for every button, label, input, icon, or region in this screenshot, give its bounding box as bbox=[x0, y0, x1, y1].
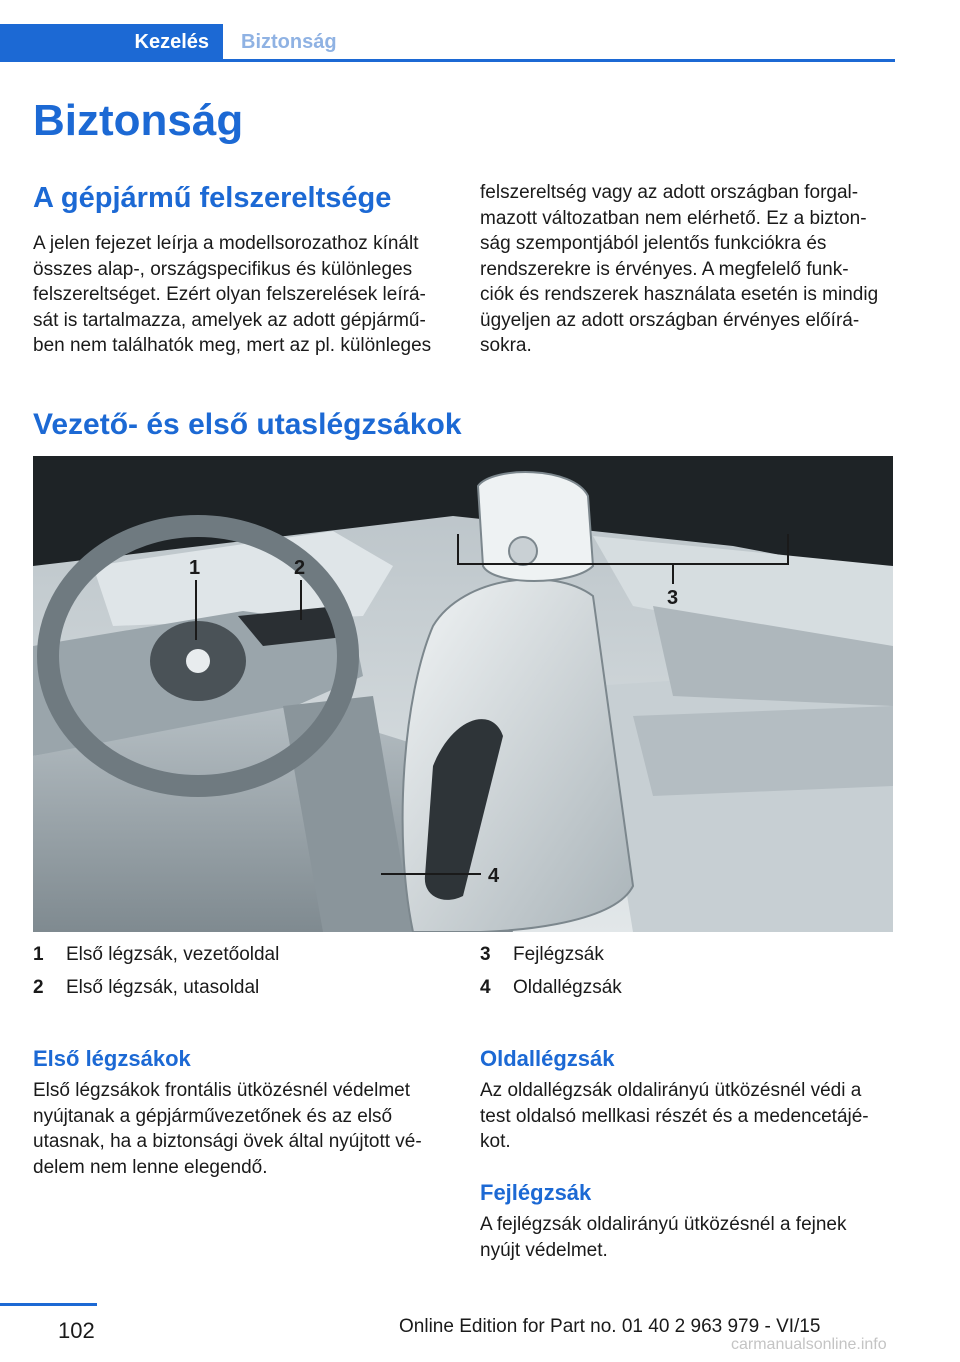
text-line: mazott változatban nem elérhető. Ez a bizton- bbox=[480, 207, 867, 229]
edition-info: Online Edition for Part no. 01 40 2 963 979 - VI/15 bbox=[399, 1316, 821, 1337]
text-line: rendszerekre is érvényes. A megfelelő funk- bbox=[480, 258, 849, 280]
text-line: felszereltség vagy az adott országban forgal- bbox=[480, 182, 859, 203]
text-line: sokra. bbox=[480, 335, 532, 356]
text-line: test oldalsó mellkasi részét és a medencetájé- bbox=[480, 1105, 869, 1127]
callout-number: 4 bbox=[488, 865, 500, 887]
side-airbag-text bbox=[480, 1078, 900, 1155]
airbag-illustration bbox=[33, 456, 893, 932]
legend-number: 2 bbox=[33, 977, 44, 998]
front-airbags-text bbox=[33, 1078, 463, 1180]
callout-number: 1 bbox=[189, 557, 201, 579]
car-interior-drawing bbox=[33, 456, 893, 932]
equipment-heading: A gépjármű felszereltsége bbox=[33, 182, 392, 214]
text-line: A fejlégzsák oldalirányú ütközésnél a fejnek bbox=[480, 1214, 847, 1235]
legend-text: Első légzsák, vezetőoldal bbox=[66, 944, 280, 965]
front-airbags-heading: Első légzsákok bbox=[33, 1046, 191, 1071]
equipment-text-left bbox=[33, 231, 453, 359]
page-title: Biztonság bbox=[33, 96, 244, 145]
head-airbag-heading: Fejlégzsák bbox=[480, 1180, 592, 1205]
text-line: utasnak, ha a biztonsági övek által nyújtott vé- bbox=[33, 1131, 422, 1152]
text-line: összes alap-, országspecifikus és különleges bbox=[33, 258, 413, 280]
text-line: Az oldallégzsák oldalirányú ütközésnél védi a bbox=[480, 1080, 862, 1101]
watermark: carmanualsonline.info bbox=[731, 1336, 887, 1353]
brand-emblem bbox=[186, 649, 210, 673]
legend-text: Fejlégzsák bbox=[513, 944, 604, 965]
legend-number: 4 bbox=[480, 977, 491, 998]
legend-text: Első légzsák, utasoldal bbox=[66, 977, 260, 998]
text-line: ügyeljen az adott országban érvényes előírá- bbox=[480, 309, 860, 331]
head-airbag-text bbox=[480, 1212, 900, 1263]
text-line: A jelen fejezet leírja a modellsorozathoz kínált bbox=[33, 233, 419, 254]
text-line: ben nem találhatók meg, mert az pl. különleges bbox=[33, 335, 432, 356]
page-number: 102 bbox=[58, 1318, 95, 1343]
callout-number: 3 bbox=[667, 587, 679, 609]
text-line: Első légzsákok frontális ütközésnél védelmet bbox=[33, 1080, 411, 1101]
legend-number: 1 bbox=[33, 944, 44, 965]
chapter-tab-bar bbox=[0, 24, 895, 62]
text-line: delem nem lenne elegendő. bbox=[33, 1156, 268, 1178]
tab-kezeles[interactable]: Kezelés bbox=[0, 24, 223, 60]
headrest-button bbox=[509, 537, 537, 565]
text-line: felszereltséget. Ezért olyan felszerelések leírá- bbox=[33, 284, 426, 305]
text-line: ciók és rendszerek használata esetén is mindig bbox=[480, 284, 879, 305]
footer-rule bbox=[0, 1303, 97, 1306]
callout-number: 2 bbox=[294, 557, 306, 579]
text-line: ság szempontjából jelentős funkciókra és bbox=[480, 233, 827, 254]
side-airbag-heading: Oldallégzsák bbox=[480, 1046, 615, 1071]
equipment-text-right bbox=[480, 180, 900, 359]
text-line: nyújtanak a gépjárművezetőnek és az első bbox=[33, 1105, 393, 1127]
airbags-heading: Vezető- és első utaslégzsákok bbox=[33, 408, 462, 441]
legend-text: Oldallégzsák bbox=[513, 977, 622, 998]
legend-number: 3 bbox=[480, 944, 491, 965]
tab-biztonsag[interactable]: Biztonság bbox=[241, 30, 337, 53]
text-line: kot. bbox=[480, 1131, 511, 1152]
text-line: nyújt védelmet. bbox=[480, 1239, 608, 1261]
text-line: sát is tartalmazza, amelyek az adott gépjármű- bbox=[33, 309, 426, 331]
